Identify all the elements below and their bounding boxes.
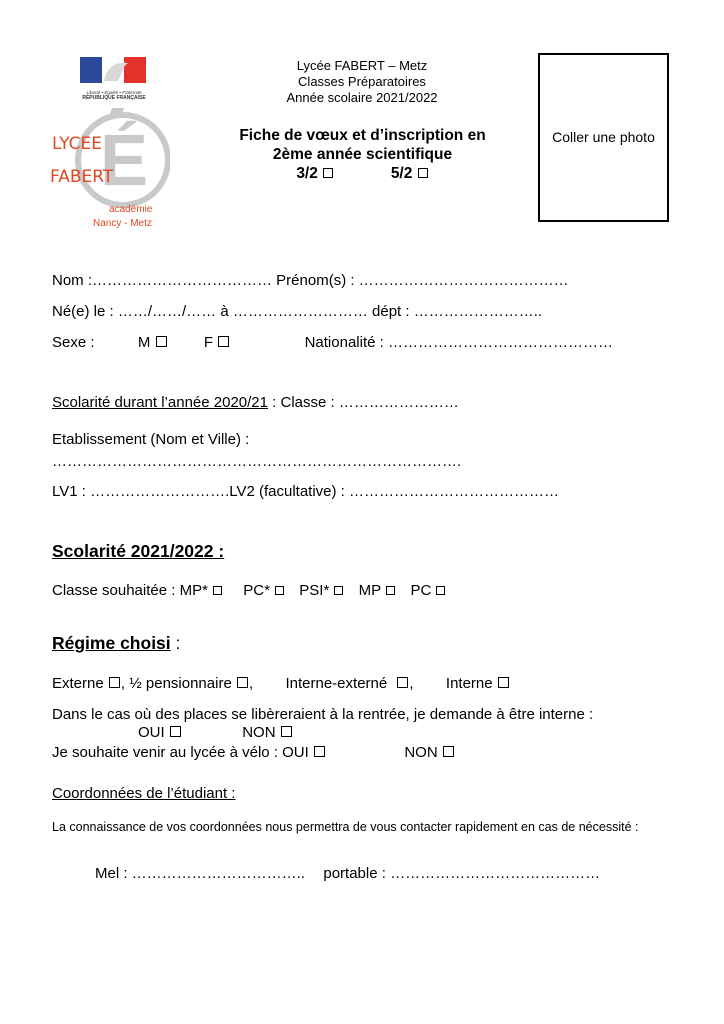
externe-label: Externe [52, 675, 104, 692]
school-header [262, 58, 462, 106]
logo-letter: É [100, 121, 149, 201]
velo-oui-checkbox[interactable] [314, 746, 325, 757]
photo-box[interactable] [538, 53, 669, 222]
regime-options-line: Externe , ½ pensionnaire , Interne-externé , Interne [52, 675, 510, 692]
places-question: Dans le cas où des places se libèreraient à la rentrée, je demande à être interne : [52, 706, 594, 723]
portable-field[interactable]: portable : …………………………………… [323, 865, 601, 882]
velo-non-label: NON [404, 744, 438, 761]
interne-externe-label: Interne-externé [285, 675, 388, 692]
places-oui-label: OUI [138, 724, 165, 741]
form-title [205, 126, 520, 183]
externe-checkbox[interactable] [109, 677, 120, 688]
classe-prev-field[interactable]: : Classe : …………………… [268, 394, 459, 411]
logo-lycee-text: LYCEE [52, 134, 103, 154]
photo-label: Coller une photo [552, 129, 655, 145]
republic-name: RÉPUBLIQUE FRANÇAISE [82, 95, 146, 101]
scolarite-prev-heading: Scolarité durant l’année 2020/21 [52, 394, 268, 411]
option-3-2-checkbox[interactable] [323, 168, 333, 178]
interne-externe-checkbox[interactable] [397, 677, 408, 688]
regime-colon: : [170, 633, 181, 653]
sexe-f-label: F [203, 334, 214, 351]
option-5-2-label: 5/2 [390, 165, 413, 182]
option-mp-star-checkbox[interactable] [213, 586, 222, 595]
logo-region-text: Nancy - Metz [93, 218, 152, 229]
option-5-2-checkbox[interactable] [418, 168, 428, 178]
demi-pension-checkbox[interactable] [237, 677, 248, 688]
marianne-logo [78, 55, 150, 99]
classe-souhaitee-line [52, 582, 446, 599]
lycee-fabert-logo [45, 100, 170, 235]
mel-field[interactable]: Mel : …………………………….. [95, 865, 306, 882]
classe-souhaitee-label: Classe souhaitée : [52, 582, 176, 599]
regime-heading-line [52, 633, 180, 654]
regime-heading: Régime choisi [52, 633, 171, 653]
option-mp: MP [358, 582, 382, 599]
option-psi-star-checkbox[interactable] [334, 586, 343, 595]
lv-line[interactable]: LV1 : ……………………….LV2 (facultative) : …………………………………… [52, 483, 560, 500]
form-title-line1: Fiche de vœux et d’inscription en [239, 127, 486, 144]
nom-prenom-line[interactable]: Nom :……………………………… Prénom(s) : …………………………………… [52, 272, 569, 289]
velo-line [52, 744, 455, 761]
republic-motto: Liberté • Égalité • Fraternité [86, 90, 142, 95]
interne-checkbox[interactable] [498, 677, 509, 688]
logo-fabert-text: FABERT [50, 167, 114, 187]
option-pc: PC [410, 582, 432, 599]
form-title-line2: 2ème année scientifique [272, 146, 453, 163]
places-non-label: NON [242, 724, 276, 741]
interne-label: Interne [445, 675, 493, 692]
contact-line [95, 865, 600, 882]
sexe-f-checkbox[interactable] [218, 336, 229, 347]
option-psi-star: PSI* [299, 582, 330, 599]
velo-question: Je souhaite venir au lycée à vélo : OUI [52, 744, 309, 761]
places-non-checkbox[interactable] [281, 726, 292, 737]
places-answer-line [138, 724, 293, 741]
marianne-flag-icon [78, 55, 150, 85]
option-mp-checkbox[interactable] [386, 586, 395, 595]
coordonnees-text: La connaissance de vos coordonnées nous permettra de vous contacter rapidement en cas de nécessité : [52, 820, 639, 834]
school-year: Année scolaire 2021/2022 [286, 90, 438, 105]
sexe-m-checkbox[interactable] [156, 336, 167, 347]
sexe-line [52, 334, 613, 351]
school-classes: Classes Préparatoires [298, 74, 426, 89]
form-title-options [205, 164, 520, 183]
sexe-label: Sexe : [52, 334, 95, 351]
naissance-line[interactable]: Né(e) le : ……/……/…… à ……………………… dépt : …………………….. [52, 303, 543, 320]
places-oui-checkbox[interactable] [170, 726, 181, 737]
etablissement-label: Etablissement (Nom et Ville) : [52, 431, 250, 448]
velo-non-checkbox[interactable] [443, 746, 454, 757]
option-mp-star: MP* [179, 582, 208, 599]
school-name: Lycée FABERT – Metz [296, 58, 428, 73]
sexe-m-label: M [137, 334, 151, 351]
option-pc-star: PC* [243, 582, 270, 599]
demi-pension-label: , ½ pensionnaire [120, 675, 232, 692]
option-pc-star-checkbox[interactable] [275, 586, 284, 595]
nationalite-field[interactable]: Nationalité : ……………………………………… [304, 334, 613, 351]
scolarite-prev-line [52, 394, 459, 411]
logo-academie-text: académie [109, 204, 153, 215]
option-3-2-label: 3/2 [296, 165, 318, 182]
option-pc-checkbox[interactable] [436, 586, 445, 595]
etablissement-field[interactable]: ………………………………………………………………………. [52, 453, 462, 470]
scolarite-next-heading: Scolarité 2021/2022 : [52, 541, 225, 561]
coordonnees-heading: Coordonnées de l’étudiant : [52, 785, 236, 802]
